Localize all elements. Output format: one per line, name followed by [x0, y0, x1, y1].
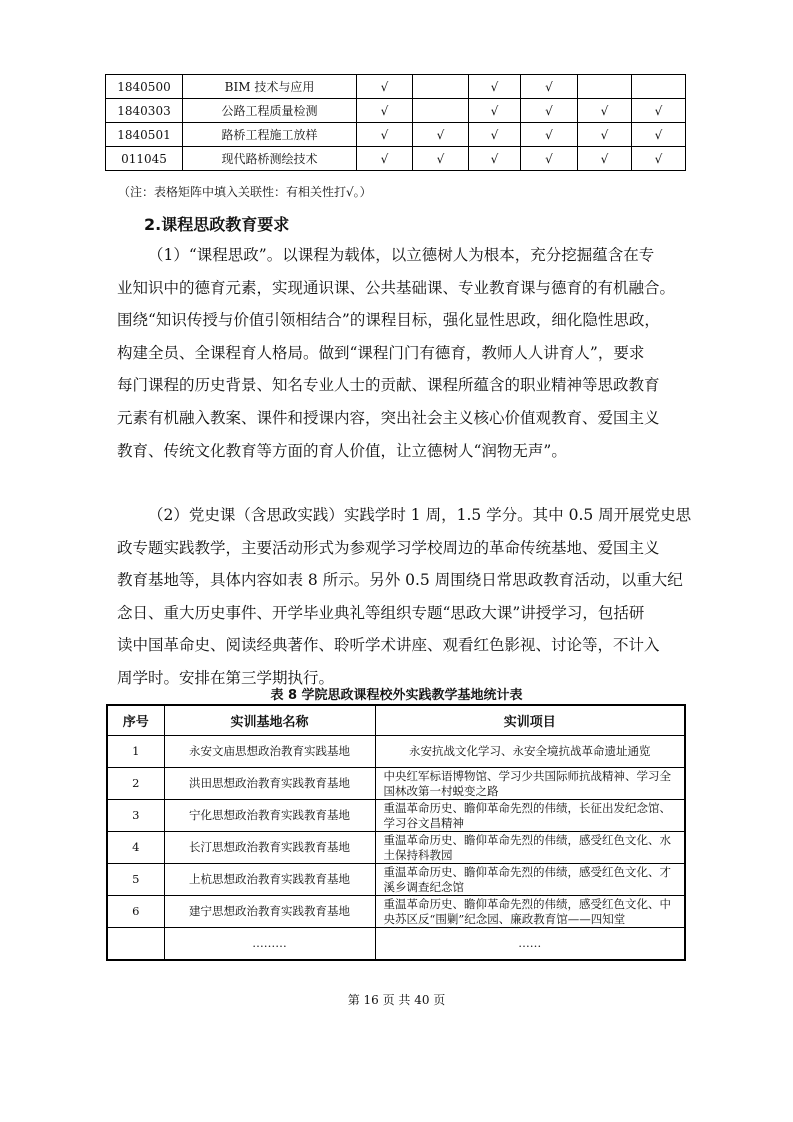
project-line: 永安抗战文化学习、永安全境抗战革命遗址通览 [409, 744, 651, 758]
course-code: 011045 [106, 147, 183, 171]
project-line: 重温革命历史、瞻仰革命先烈的伟绩，感受红色文化、中 [383, 896, 671, 911]
matrix-row [106, 123, 686, 147]
table-header-row [107, 705, 685, 736]
relevance-mark: √ [413, 147, 469, 171]
relevance-mark: √ [357, 147, 413, 171]
course-name: 现代路桥测绘技术 [183, 147, 357, 171]
table-row [107, 832, 685, 864]
relevance-mark [413, 75, 469, 99]
matrix-row [106, 147, 686, 171]
relevance-mark: √ [357, 75, 413, 99]
project-cell [375, 768, 685, 800]
row-number: 3 [107, 800, 164, 832]
project-cell [375, 736, 685, 768]
base-name: 建宁思想政治教育实践教育基地 [164, 896, 375, 928]
table-row [107, 896, 685, 928]
paragraph-line: 教育、传统文化教育等方面的育人价值，让立德树人“润物无声”。 [117, 441, 567, 460]
base-name: 长汀思想政治教育实践教育基地 [164, 832, 375, 864]
project-cell [375, 800, 685, 832]
table-row [107, 800, 685, 832]
relevance-mark: √ [521, 123, 578, 147]
project-line: 央苏区反“围剿”纪念园、廉政教育馆——四知堂 [383, 911, 626, 926]
relevance-mark: √ [632, 123, 686, 147]
paragraph-line: 元素有机融入教案、课件和授课内容，突出社会主义核心价值观教育、爱国主义 [117, 408, 660, 427]
row-number: 6 [107, 896, 164, 928]
relevance-mark [413, 99, 469, 123]
course-name: 路桥工程施工放样 [183, 123, 357, 147]
practice-base-table [106, 704, 686, 961]
row-number: 2 [107, 768, 164, 800]
course-matrix-table [105, 74, 686, 171]
matrix-note: （注：表格矩阵中填入关联性：有相关性打√。） [118, 185, 372, 199]
table-row [107, 736, 685, 768]
project-line: 土保持科教园 [383, 847, 453, 862]
relevance-mark: √ [632, 147, 686, 171]
course-name: 公路工程质量检测 [183, 99, 357, 123]
matrix-row [106, 75, 686, 99]
paragraph-line: （1）“课程思政”。以课程为载体，以立德树人为根本，充分挖掘蕴含在专 [148, 246, 655, 264]
base-name: 宁化思想政治教育实践教育基地 [164, 800, 375, 832]
project-cell [375, 928, 685, 961]
paragraph-line: 围绕“知识传授与价值引领相结合”的课程目标，强化显性思政，细化隐性思政， [117, 311, 660, 330]
base-name: ……… [164, 928, 375, 961]
header-project: 实训项目 [375, 705, 685, 736]
course-code: 1840303 [106, 99, 183, 123]
paragraph-line: 读中国革命史、阅读经典著作、聆听学术讲座、观看红色影视、讨论等，不计入 [117, 636, 660, 655]
project-cell [375, 864, 685, 896]
relevance-mark: √ [469, 99, 521, 123]
relevance-mark: √ [357, 99, 413, 123]
base-name: 上杭思想政治教育实践教育基地 [164, 864, 375, 896]
base-name: 洪田思想政治教育实践教育基地 [164, 768, 375, 800]
table-row [107, 928, 685, 961]
relevance-mark: √ [469, 75, 521, 99]
project-cell [375, 832, 685, 864]
relevance-mark: √ [521, 147, 578, 171]
relevance-mark: √ [578, 147, 632, 171]
project-line: 重温革命历史、瞻仰革命先烈的伟绩，长征出发纪念馆、 [383, 800, 671, 815]
paragraph-party-history [117, 499, 692, 695]
header-base-name: 实训基地名称 [164, 705, 375, 736]
relevance-mark: √ [578, 99, 632, 123]
paragraph-line: 政专题实践教学，主要活动形式为参观学习学校周边的革命传统基地、爱国主义 [117, 538, 660, 557]
matrix-row [106, 99, 686, 123]
paragraph-line: （2）党史课（含思政实践）实践学时 1 周，1.5 学分。其中 0.5 周开展党史思 [148, 506, 692, 524]
paragraph-line: 构建全员、全课程育人格局。做到“课程门门有德育，教师人人讲育人”，要求 [117, 343, 645, 362]
row-number: 5 [107, 864, 164, 896]
project-cell [375, 896, 685, 928]
paragraph-line: 业知识中的德育元素，实现通识课、公共基础课、专业教育课与德育的有机融合。 [117, 278, 676, 297]
paragraph-line: 周学时。安排在第三学期执行。 [117, 668, 335, 687]
relevance-mark: √ [469, 147, 521, 171]
paragraph-line: 每门课程的历史背景、知名专业人士的贡献、课程所蕴含的职业精神等思政教育 [117, 376, 660, 395]
course-code: 1840501 [106, 123, 183, 147]
project-line: 重温革命历史、瞻仰革命先烈的伟绩，感受红色文化、才 [383, 864, 671, 879]
relevance-mark [578, 75, 632, 99]
relevance-mark [632, 75, 686, 99]
header-no: 序号 [107, 705, 164, 736]
row-number [107, 928, 164, 961]
project-line: …… [518, 936, 542, 950]
relevance-mark: √ [578, 123, 632, 147]
project-line: 溪乡调查纪念馆 [383, 879, 464, 894]
base-name: 永安文庙思想政治教育实践基地 [164, 736, 375, 768]
table8-caption: 表 8 学院思政课程校外实践教学基地统计表 [270, 688, 523, 703]
table-row [107, 864, 685, 896]
relevance-mark: √ [469, 123, 521, 147]
section-heading: 2.课程思政教育要求 [144, 215, 290, 234]
project-line: 中央红军标语博物馆、学习少共国际师抗战精神、学习全 [383, 768, 671, 783]
course-code: 1840500 [106, 75, 183, 99]
project-line: 学习谷文昌精神 [383, 815, 464, 830]
row-number: 1 [107, 736, 164, 768]
course-name: BIM 技术与应用 [183, 75, 357, 99]
relevance-mark: √ [413, 123, 469, 147]
row-number: 4 [107, 832, 164, 864]
relevance-mark: √ [357, 123, 413, 147]
paragraph-line: 念日、重大历史事件、开学毕业典礼等组织专题“思政大课”讲授学习，包括研 [117, 603, 645, 622]
relevance-mark: √ [521, 99, 578, 123]
table-row [107, 768, 685, 800]
paragraph-line: 教育基地等，具体内容如表 8 所示。另外 0.5 周围绕日常思政教育活动，以重大纪 [117, 571, 683, 590]
relevance-mark: √ [632, 99, 686, 123]
page-footer: 第 16 页 共 40 页 [347, 993, 446, 1007]
relevance-mark: √ [521, 75, 578, 99]
project-line: 重温革命历史、瞻仰革命先烈的伟绩，感受红色文化、水 [383, 832, 671, 847]
paragraph-course-ideology [117, 239, 687, 467]
project-line: 国林改第一村蜕变之路 [383, 783, 499, 798]
